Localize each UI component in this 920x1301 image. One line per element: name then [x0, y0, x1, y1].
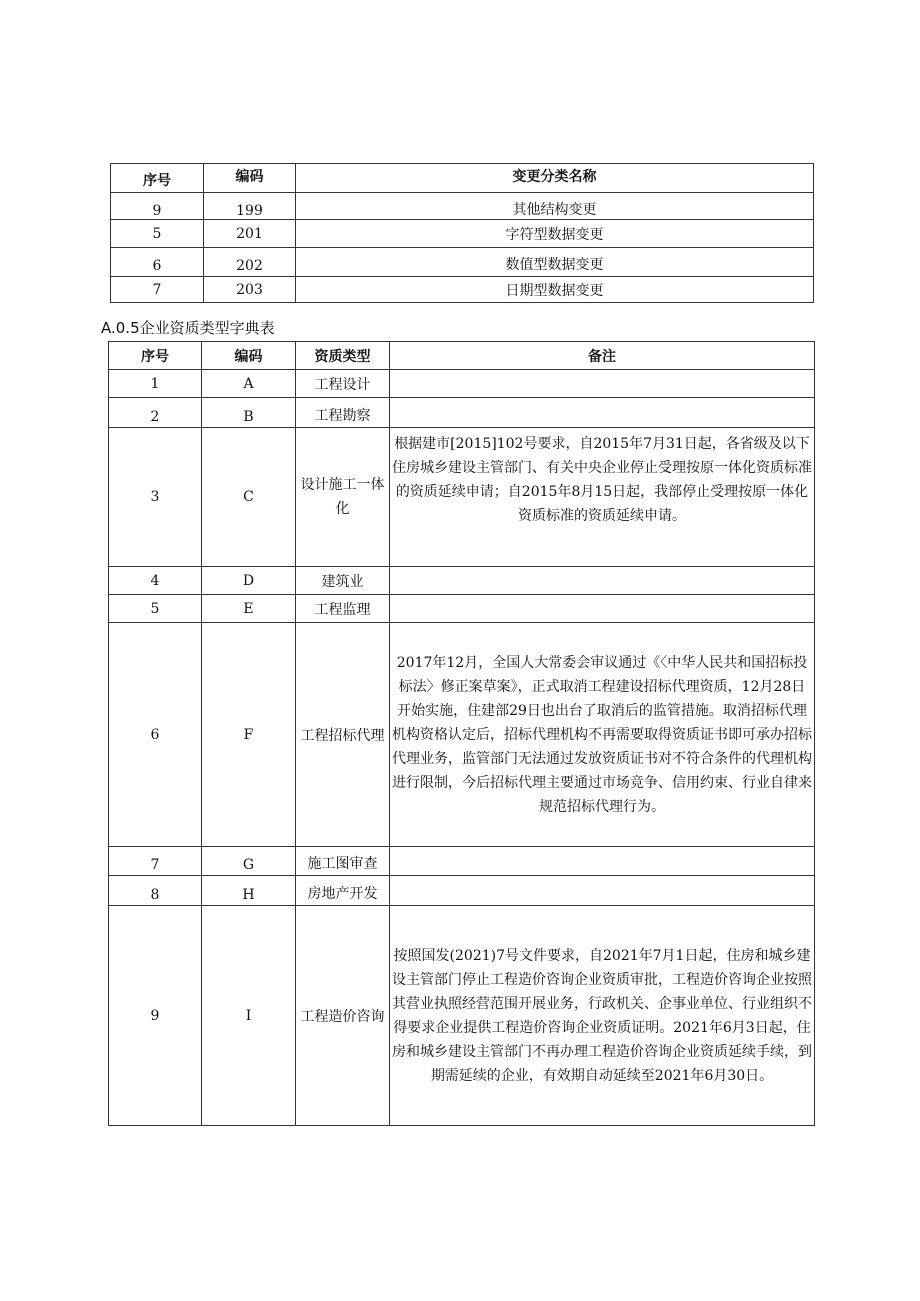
table-row [109, 906, 815, 1126]
table-row [111, 248, 814, 277]
table-row [109, 398, 815, 428]
cell-type: 施工图审查 [296, 847, 390, 876]
table-row [109, 847, 815, 876]
header-code: 编码 [202, 342, 296, 370]
table-row [109, 623, 815, 847]
table-row [109, 370, 815, 398]
cell-type: 房地产开发 [296, 876, 390, 906]
cell-remark: 按照国发(2021)7号文件要求，自2021年7月1日起，住房和城乡建设主管部门停止工程造价咨询企业资质审批，工程造价咨询企业按照其营业执照经营范围开展业务，行政机关、企事业单位、行业组织不得要求企业提供工程造价咨询企业资质证明。2021年6月3日起，住房和城乡建设主管部门不再办理工程造价咨询企业资质延续手续，到期需延续的企业，有效期自动延续至2021年6月30日。 [390, 906, 815, 1126]
cell-type: 设计施工一体化 [296, 428, 390, 567]
table-caption: A.0.5企业资质类型字典表 [101, 319, 275, 337]
cell-seq: 5 [111, 220, 204, 248]
cell-seq: 2 [109, 398, 202, 428]
table-row [109, 567, 815, 595]
cell-seq: 7 [109, 847, 202, 876]
cell-remark [390, 595, 815, 623]
cell-code: I [202, 906, 296, 1126]
cell-remark [390, 567, 815, 595]
table-row [109, 595, 815, 623]
cell-seq: 1 [109, 370, 202, 398]
cell-code: F [202, 623, 296, 847]
cell-seq: 5 [109, 595, 202, 623]
cell-type: 工程设计 [296, 370, 390, 398]
table-row [109, 428, 815, 567]
table-header-row [109, 342, 815, 370]
cell-seq: 6 [111, 248, 204, 277]
cell-seq: 7 [111, 277, 204, 303]
change-category-table [110, 163, 814, 303]
table-row [111, 193, 814, 220]
cell-name: 其他结构变更 [296, 193, 814, 220]
cell-remark [390, 876, 815, 906]
cell-remark [390, 370, 815, 398]
cell-seq: 3 [109, 428, 202, 567]
header-seq: 序号 [111, 164, 204, 193]
cell-type: 工程监理 [296, 595, 390, 623]
cell-type: 工程造价咨询 [296, 906, 390, 1126]
cell-code: B [202, 398, 296, 428]
cell-name: 日期型数据变更 [296, 277, 814, 303]
cell-code: A [202, 370, 296, 398]
table-row [109, 876, 815, 906]
header-remark: 备注 [390, 342, 815, 370]
header-code: 编码 [204, 164, 296, 193]
cell-code: H [202, 876, 296, 906]
cell-seq: 9 [111, 193, 204, 220]
cell-code: 201 [204, 220, 296, 248]
cell-name: 数值型数据变更 [296, 248, 814, 277]
cell-code: C [202, 428, 296, 567]
cell-code: G [202, 847, 296, 876]
cell-code: 203 [204, 277, 296, 303]
table-row [111, 220, 814, 248]
cell-code: E [202, 595, 296, 623]
cell-seq: 4 [109, 567, 202, 595]
table-header-row [111, 164, 814, 193]
cell-code: 199 [204, 193, 296, 220]
cell-remark: 2017年12月，全国人大常委会审议通过《〈中华人民共和国招标投标法〉修正案草案》，正式取消工程建设招标代理资质，12月28日开始实施，住建部29日也出台了取消后的监管措施。取消招标代理机构资格认定后，招标代理机构不再需要取得资质证书即可承办招标代理业务，监管部门无法通过发放资质证书对不符合条件的代理机构进行限制，今后招标代理主要通过市场竞争、信用约束、行业自律来规范招标代理行为。 [390, 623, 815, 847]
cell-remark: 根据建市[2015]102号要求，自2015年7月31日起，各省级及以下住房城乡建设主管部门、有关中央企业停止受理按原一体化资质标准的资质延续申请；自2015年8月15日起，我部停止受理按原一体化资质标准的资质延续申请。 [390, 428, 815, 567]
header-name: 变更分类名称 [296, 164, 814, 193]
cell-type: 工程勘察 [296, 398, 390, 428]
table-row [111, 277, 814, 303]
cell-seq: 6 [109, 623, 202, 847]
header-seq: 序号 [109, 342, 202, 370]
qualification-type-table [108, 341, 815, 1126]
cell-seq: 8 [109, 876, 202, 906]
header-type: 资质类型 [296, 342, 390, 370]
cell-type: 工程招标代理 [296, 623, 390, 847]
cell-remark [390, 847, 815, 876]
cell-seq: 9 [109, 906, 202, 1126]
cell-name: 字符型数据变更 [296, 220, 814, 248]
cell-type: 建筑业 [296, 567, 390, 595]
cell-code: 202 [204, 248, 296, 277]
cell-code: D [202, 567, 296, 595]
cell-remark [390, 398, 815, 428]
